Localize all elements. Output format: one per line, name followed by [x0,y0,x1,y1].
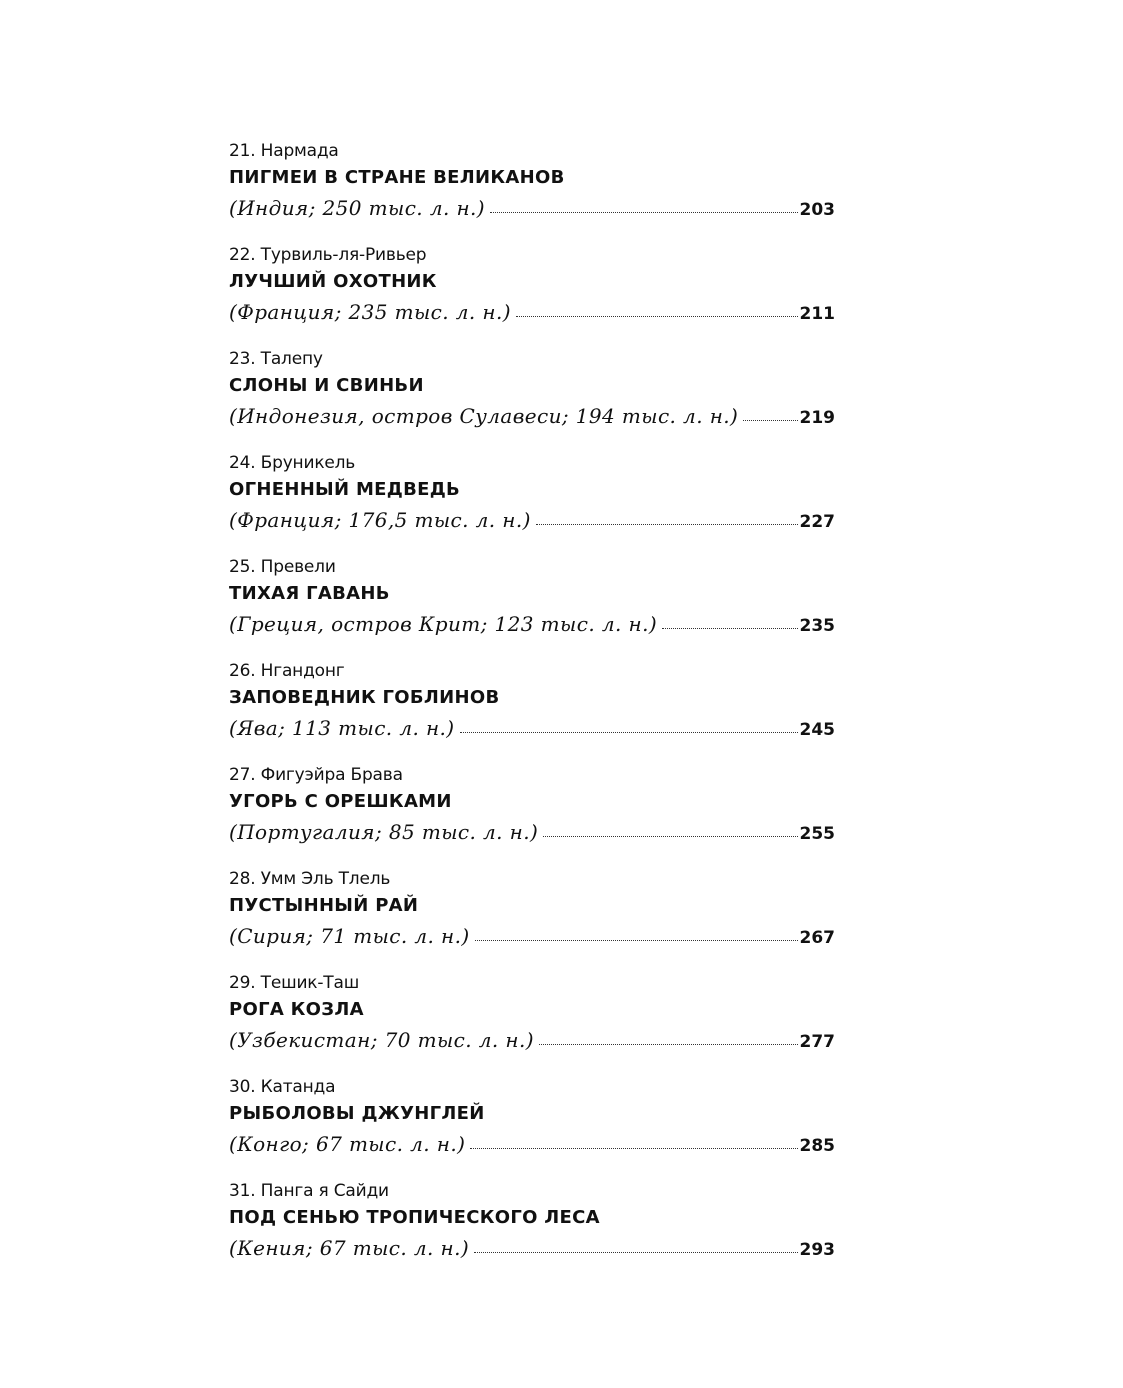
toc-entry[interactable] [229,138,835,242]
toc-entry-place: 27. Фигуэйра Брава [229,765,403,785]
toc-entry-page-number: 267 [799,928,835,948]
dot-leader [662,628,797,629]
toc-entry-place: 26. Нгандонг [229,661,345,681]
toc-entry-subtitle: (Узбекистан; 70 тыс. л. н.) [229,1028,534,1052]
toc-entry-subtitle: (Греция, остров Крит; 123 тыс. л. н.) [229,612,658,636]
toc-entry-subtitle: (Индия; 250 тыс. л. н.) [229,196,485,220]
toc-entry-line [229,1128,835,1160]
toc-entry-line [229,400,835,432]
toc-entry-page-number: 227 [799,512,835,532]
toc-entry-title: РЫБОЛОВЫ ДЖУНГЛЕЙ [229,1103,485,1124]
toc-entry[interactable] [229,970,835,1074]
toc-entry-page-number: 293 [799,1240,835,1260]
toc-entry-page-number: 203 [799,200,835,220]
toc-entry-title: ОГНЕННЫЙ МЕДВЕДЬ [229,479,461,500]
toc-entry-place: 25. Превели [229,557,336,577]
dot-leader [536,524,798,525]
dot-leader [490,212,798,213]
toc-entry-page-number: 245 [799,720,835,740]
toc-entry-title: ЛУЧШИЙ ОХОТНИК [229,271,437,292]
toc-entry-place: 24. Бруникель [229,453,356,473]
toc-entry-line [229,192,835,224]
toc-entry[interactable] [229,242,835,346]
toc-entry-page-number: 235 [799,616,835,636]
toc-entry-place: 23. Талепу [229,349,323,369]
toc-entry-subtitle: (Португалия; 85 тыс. л. н.) [229,820,539,844]
toc-entry-title: ПИГМЕИ В СТРАНЕ ВЕЛИКАНОВ [229,167,565,188]
toc-entry-title: УГОРЬ С ОРЕШКАМИ [229,791,452,812]
toc-entry-title: ПОД СЕНЬЮ ТРОПИЧЕСКОГО ЛЕСА [229,1207,600,1228]
toc-entry-line [229,296,835,328]
toc-entry-line [229,1024,835,1056]
toc-entry-place: 28. Умм Эль Тлель [229,869,391,889]
toc-entry[interactable] [229,658,835,762]
toc-entry-title: РОГА КОЗЛА [229,999,364,1020]
dot-leader [543,836,797,837]
toc-entry-subtitle: (Ява; 113 тыс. л. н.) [229,716,455,740]
toc-entry-place: 22. Турвиль-ля-Ривьер [229,245,427,265]
dot-leader [539,1044,798,1045]
dot-leader [474,1252,797,1253]
toc-entry-subtitle: (Сирия; 71 тыс. л. н.) [229,924,470,948]
dot-leader [475,940,798,941]
toc-entry-place: 29. Тешик-Таш [229,973,360,993]
toc-entry[interactable] [229,1074,835,1178]
toc-entry[interactable] [229,554,835,658]
toc-entry[interactable] [229,450,835,554]
toc-entry-line [229,920,835,952]
toc-entry-line [229,608,835,640]
toc-entry-place: 21. Нармада [229,141,339,161]
toc-entry-subtitle: (Франция; 176,5 тыс. л. н.) [229,508,531,532]
toc-entry-place: 30. Катанда [229,1077,336,1097]
toc-entry-line [229,504,835,536]
toc-entry[interactable] [229,866,835,970]
toc-entry-subtitle: (Кения; 67 тыс. л. н.) [229,1236,470,1260]
toc-entry-line [229,1232,835,1264]
toc-entry-page-number: 211 [799,304,835,324]
toc-entry-page-number: 219 [799,408,835,428]
toc-entry-subtitle: (Франция; 235 тыс. л. н.) [229,300,511,324]
toc-entry-page-number: 255 [799,824,835,844]
toc-entry-title: ПУСТЫННЫЙ РАЙ [229,895,419,916]
toc-entry-page-number: 277 [799,1032,835,1052]
dot-leader [470,1148,797,1149]
toc-entry-subtitle: (Индонезия, остров Сулавеси; 194 тыс. л. н.) [229,404,739,428]
table-of-contents [229,138,835,1282]
dot-leader [743,420,797,421]
toc-entry-title: СЛОНЫ И СВИНЬИ [229,375,424,396]
toc-entry-line [229,816,835,848]
dot-leader [516,316,798,317]
toc-entry-page-number: 285 [799,1136,835,1156]
toc-entry-title: ЗАПОВЕДНИК ГОБЛИНОВ [229,687,500,708]
toc-entry[interactable] [229,762,835,866]
toc-entry[interactable] [229,1178,835,1282]
toc-entry-subtitle: (Конго; 67 тыс. л. н.) [229,1132,466,1156]
dot-leader [460,732,798,733]
toc-entry-place: 31. Панга я Сайди [229,1181,389,1201]
toc-entry[interactable] [229,346,835,450]
toc-entry-title: ТИХАЯ ГАВАНЬ [229,583,390,604]
toc-entry-line [229,712,835,744]
